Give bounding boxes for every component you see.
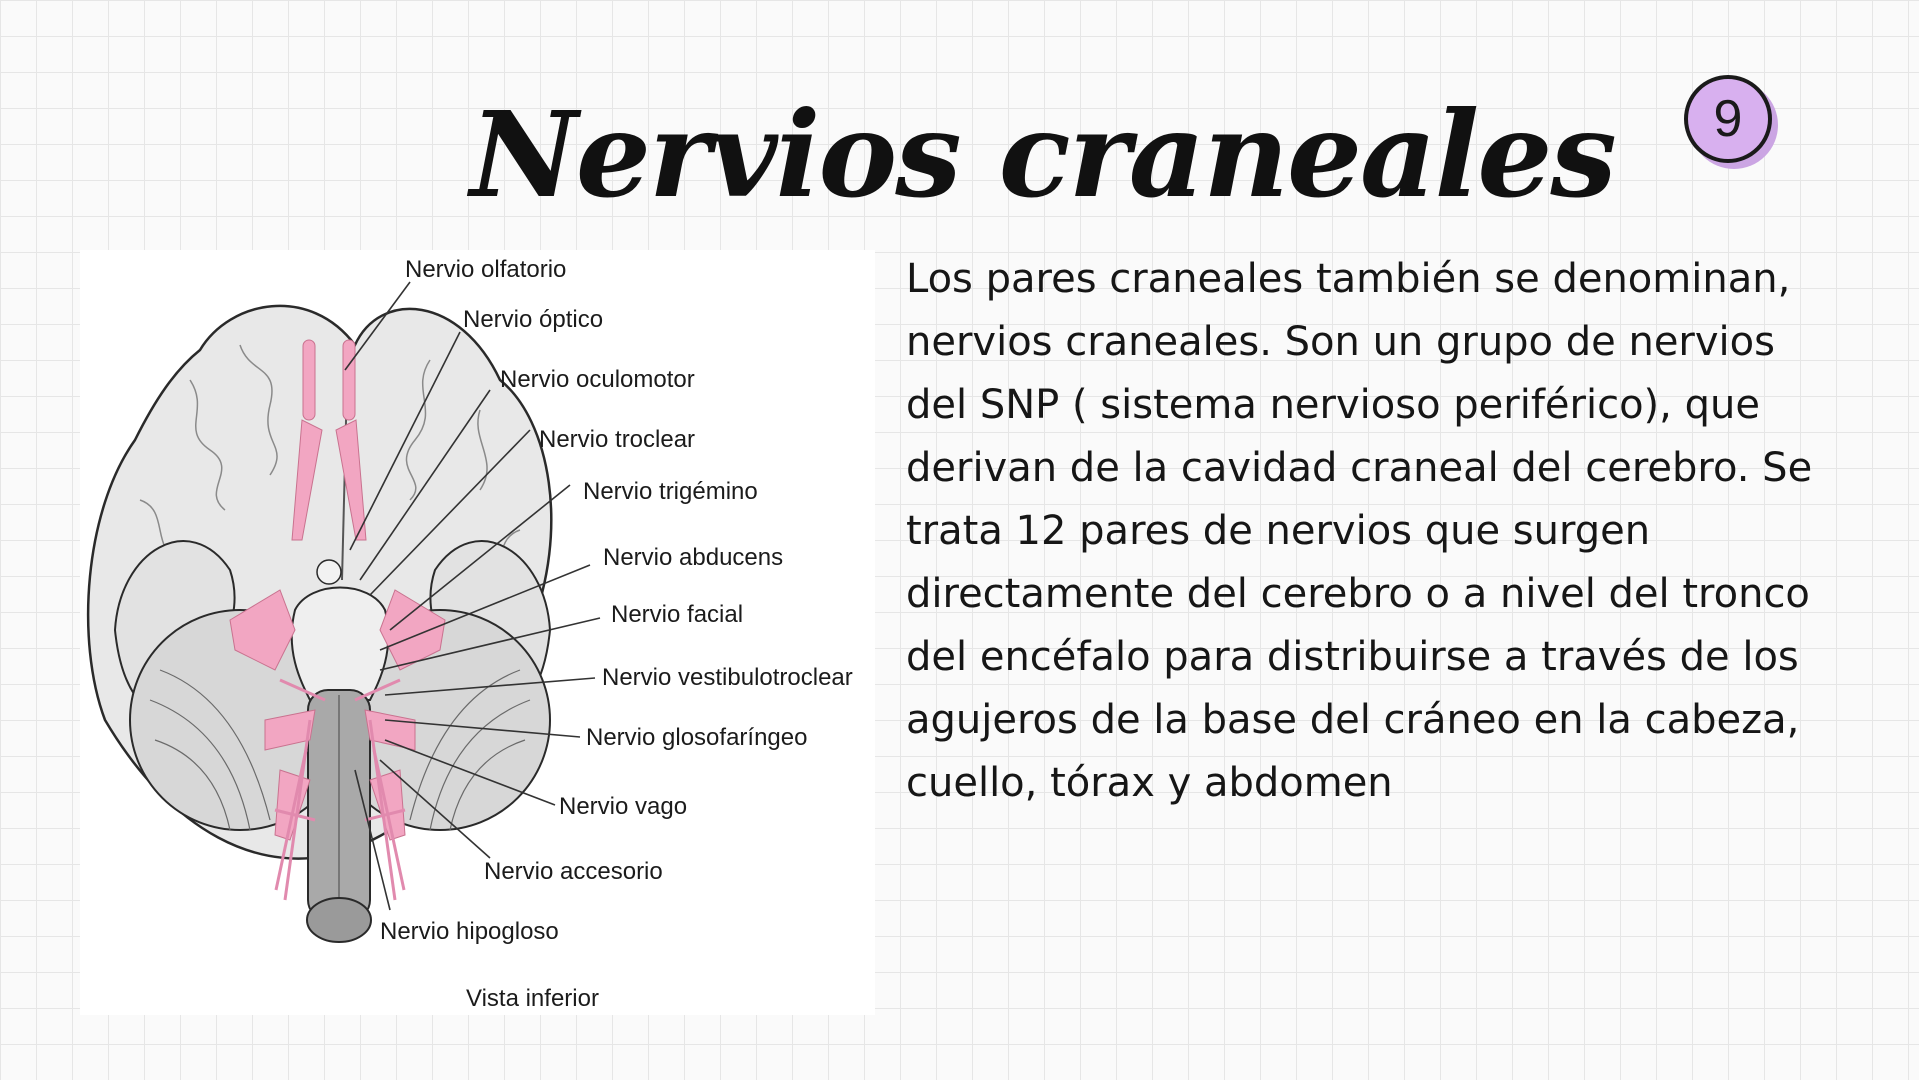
label-nervio-abducens: Nervio abducens (603, 544, 784, 571)
figure-caption: Vista inferior (466, 985, 599, 1012)
cranial-nerves-figure (80, 250, 875, 1015)
slide-title: Nervios craneales (470, 85, 1615, 224)
label-nervio-facial: Nervio facial (611, 601, 744, 628)
label-nervio-vestibulotroclear: Nervio vestibulotroclear (602, 664, 853, 691)
label-nervio-oculomotor: Nervio oculomotor (500, 366, 695, 393)
page-number: 9 (1713, 90, 1743, 148)
label-nervio-trigemino: Nervio trigémino (583, 478, 758, 505)
label-nervio-hipogloso: Nervio hipogloso (380, 918, 559, 945)
label-nervio-vago: Nervio vago (559, 793, 688, 820)
brain-inferior-view-illustration (80, 250, 875, 1015)
label-nervio-optico: Nervio óptico (463, 306, 604, 333)
body-paragraph: Los pares craneales también se denominan, nervios craneales. Son un grupo de nervios del SNP ( sistema nervioso periférico), que derivan de la cavidad craneal del cerebro. Se trata 12 pares de nervios que surgen directamente del cerebro o a nivel del tronco del encéfalo para distribuirse a través de los agujeros de la base del cráneo en la cabeza, cuello, tórax y abdomen (906, 256, 1813, 806)
label-nervio-olfatorio: Nervio olfatorio (405, 256, 567, 283)
page-number-badge (1684, 75, 1772, 163)
label-nervio-troclear: Nervio troclear (539, 426, 696, 453)
label-nervio-accesorio: Nervio accesorio (484, 858, 663, 885)
label-nervio-glosofaringeo: Nervio glosofaríngeo (586, 724, 808, 751)
